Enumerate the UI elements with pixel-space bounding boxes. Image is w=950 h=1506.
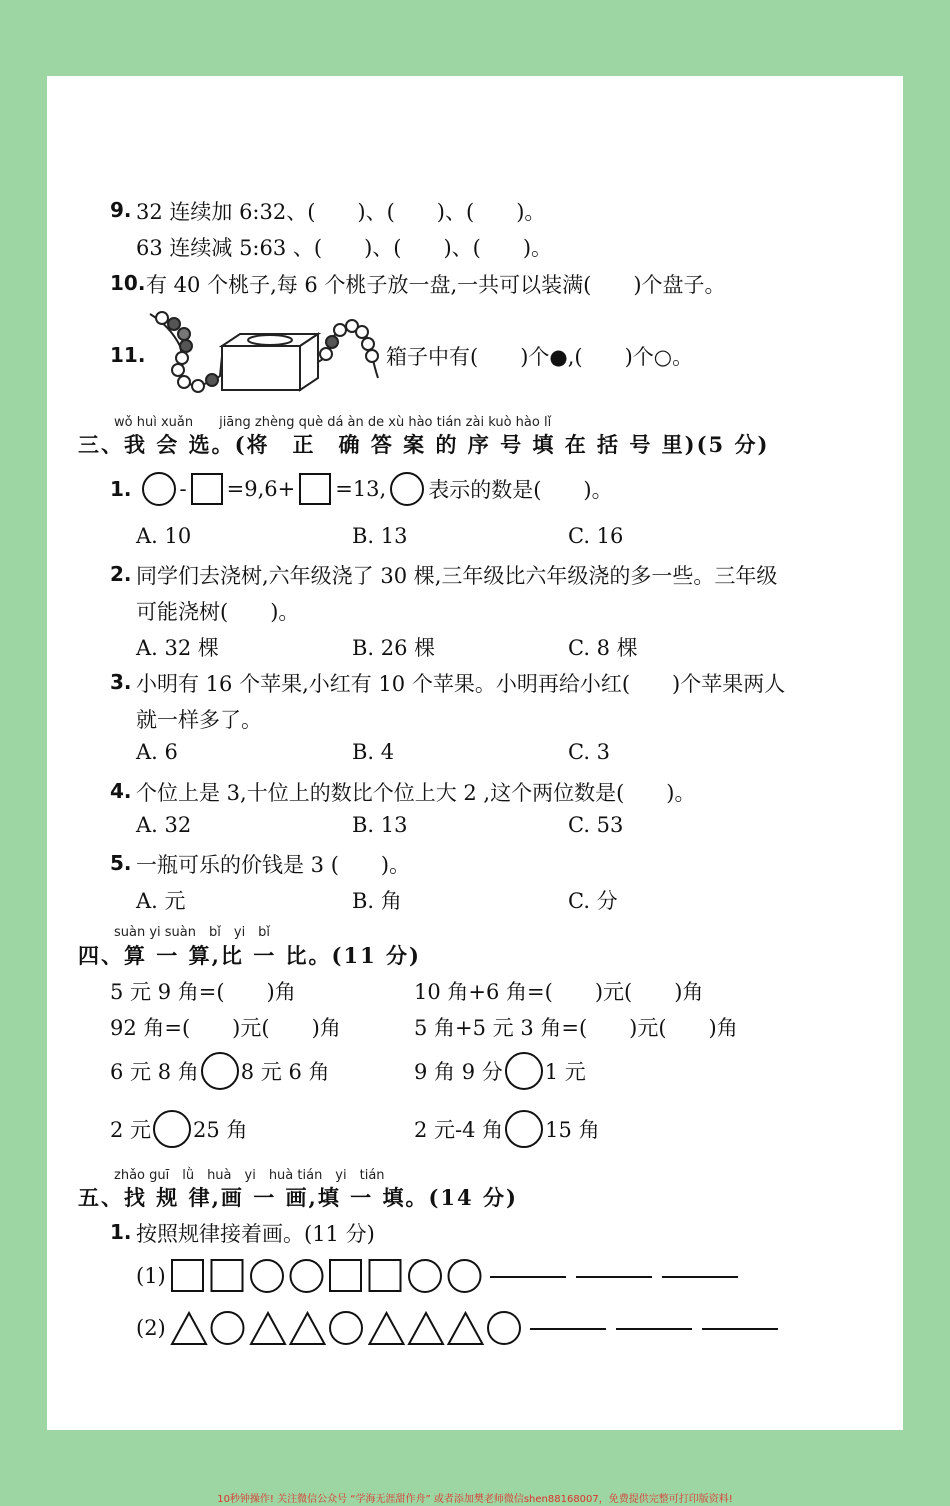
compare-right-value: 1 元: [544, 1060, 586, 1084]
q9-line2: 63 连续减 5:63 、( )、( )、( )。: [136, 236, 553, 260]
sec4-row3-right: [414, 1052, 586, 1090]
circle-shape: [409, 1260, 441, 1292]
s3-q1-part-b: =9,6+: [226, 477, 296, 501]
s3-q2-option-b: B. 26 棵: [352, 636, 436, 660]
sec4-row4-right: [414, 1110, 600, 1148]
sec3-pinyin: wǒ huì xuǎn jiāng zhèng què dá àn de xù hào tián zài kuò hào lǐ: [114, 415, 552, 430]
answer-blank[interactable]: [662, 1275, 738, 1278]
circle-shape: [142, 472, 176, 506]
s3-q5-option-b: B. 角: [352, 889, 402, 913]
square-shape: [299, 473, 331, 505]
square-shape: [330, 1260, 361, 1291]
compare-left-value: 2 元: [110, 1118, 152, 1142]
sec5-q1-number: 1.: [110, 1220, 132, 1244]
compare-left-value: 2 元-4 角: [414, 1118, 504, 1142]
s3-q5-line1: 一瓶可乐的价钱是 3 ( )。: [136, 853, 411, 877]
compare-right-value: 15 角: [545, 1118, 600, 1142]
s3-q5-number: 5.: [110, 851, 132, 875]
compare-circle: [505, 1052, 543, 1090]
s3-q4-option-a: A. 32: [136, 813, 192, 837]
s3-q1-part-c: =13,: [335, 477, 387, 501]
s3-q2-option-a: A. 32 棵: [136, 636, 219, 660]
circle-shape: [448, 1260, 480, 1292]
s3-q4-line1: 个位上是 3,十位上的数比个位上大 2 ,这个两位数是( )。: [136, 781, 696, 805]
pattern-1-shapes: [170, 1258, 490, 1294]
pattern-row-2: [136, 1310, 788, 1346]
s3-q1-option-c: C. 16: [568, 524, 624, 548]
sec4-title: 四、算 一 算,比 一 比。(11 分): [78, 943, 421, 968]
s3-q1-line: [110, 472, 613, 506]
compare-circle: [153, 1110, 191, 1148]
sec4-row1-left: 5 元 9 角=( )角: [110, 980, 296, 1004]
square-shape: [172, 1260, 203, 1291]
compare-circle: [201, 1052, 239, 1090]
q11-number: 11.: [110, 343, 146, 367]
bead-box-illustration: [140, 306, 380, 396]
s3-q3-option-b: B. 4: [352, 740, 395, 764]
triangle-shape: [290, 1313, 324, 1344]
s3-q2-line1: 同学们去浇树,六年级浇了 30 棵,三年级比六年级浇的多一些。三年级: [136, 564, 778, 588]
s3-q1-part-d: 表示的数是( )。: [428, 478, 613, 502]
q9-number: 9.: [110, 198, 132, 222]
sec4-row1-right: 10 角+6 角=( )元( )角: [414, 980, 704, 1004]
answer-blank[interactable]: [530, 1327, 606, 1330]
answer-blank[interactable]: [702, 1327, 778, 1330]
s3-q5-option-a: A. 元: [136, 889, 186, 913]
s3-q3-option-c: C. 3: [568, 740, 611, 764]
compare-right-value: 25 角: [193, 1118, 248, 1142]
square-shape: [191, 473, 223, 505]
s3-q1-option-a: A. 10: [136, 524, 192, 548]
triangle-shape: [448, 1313, 482, 1344]
triangle-shape: [172, 1313, 206, 1344]
s3-q3-option-a: A. 6: [136, 740, 178, 764]
triangle-shape: [251, 1313, 285, 1344]
s3-q4-option-c: C. 53: [568, 813, 624, 837]
s3-q3-line2: 就一样多了。: [136, 708, 262, 732]
footer-note: 10秒钟操作! 关注微信公众号 “学海无涯甜作舟” 或者添加樊老师微信shen88168007，免费提供完整可打印版资料!: [217, 1494, 733, 1505]
pattern-row-1: [136, 1258, 748, 1294]
circle-shape: [251, 1260, 283, 1292]
triangle-shape: [409, 1313, 443, 1344]
q11-text: 箱子中有( )个●,( )个○。: [386, 345, 694, 369]
circle-shape: [390, 472, 424, 506]
answer-blank[interactable]: [576, 1275, 652, 1278]
answer-blank[interactable]: [490, 1275, 566, 1278]
compare-left-value: 9 角 9 分: [414, 1060, 503, 1084]
sec4-row4-left: [110, 1110, 247, 1148]
sec4-pinyin: suàn yi suàn bǐ yi bǐ: [114, 925, 271, 940]
s3-q1-option-b: B. 13: [352, 524, 408, 548]
circle-shape: [211, 1312, 243, 1344]
circle-shape: [330, 1312, 362, 1344]
q10-text: 有 40 个桃子,每 6 个桃子放一盘,一共可以装满( )个盘子。: [146, 273, 726, 297]
s3-q2-line2: 可能浇树( )。: [136, 600, 300, 624]
sec5-title: 五、找 规 律,画 一 画,填 一 填。(14 分): [78, 1185, 518, 1210]
s3-q4-option-b: B. 13: [352, 813, 408, 837]
answer-blank[interactable]: [616, 1327, 692, 1330]
s3-q2-number: 2.: [110, 562, 132, 586]
s3-q3-line1: 小明有 16 个苹果,小红有 10 个苹果。小明再给小红( )个苹果两人: [136, 672, 786, 696]
s3-q1-number: 1.: [110, 477, 132, 501]
sec3-title: 三、我 会 选。(将 正 确 答 案 的 序 号 填 在 括 号 里)(5 分): [78, 432, 770, 457]
triangle-shape: [369, 1313, 403, 1344]
square-shape: [211, 1260, 242, 1291]
sec4-row2-left: 92 角=( )元( )角: [110, 1016, 341, 1040]
circle-shape: [290, 1260, 322, 1292]
pattern-2-shapes: [170, 1310, 530, 1346]
compare-left-value: 6 元 8 角: [110, 1060, 199, 1084]
pattern-2-label: (2): [136, 1316, 166, 1340]
sec5-pinyin: zhǎo guī lǜ huà yi huà tián yi tián: [114, 1168, 385, 1183]
s3-q4-number: 4.: [110, 779, 132, 803]
sec5-q1-text: 按照规律接着画。(11 分): [136, 1222, 375, 1246]
circle-shape: [488, 1312, 520, 1344]
square-shape: [369, 1260, 400, 1291]
compare-circle: [505, 1110, 543, 1148]
q9-line1: 32 连续加 6:32、( )、( )、( )。: [136, 200, 546, 224]
compare-right-value: 8 元 6 角: [240, 1060, 330, 1084]
s3-q5-option-c: C. 分: [568, 889, 618, 913]
sec4-row2-right: 5 角+5 元 3 角=( )元( )角: [414, 1016, 738, 1040]
q10-number: 10.: [110, 271, 146, 295]
s3-q1-minus: -: [179, 477, 187, 501]
sec4-row3-left: [110, 1052, 330, 1090]
s3-q2-option-c: C. 8 棵: [568, 636, 638, 660]
pattern-1-label: (1): [136, 1264, 166, 1288]
s3-q3-number: 3.: [110, 670, 132, 694]
